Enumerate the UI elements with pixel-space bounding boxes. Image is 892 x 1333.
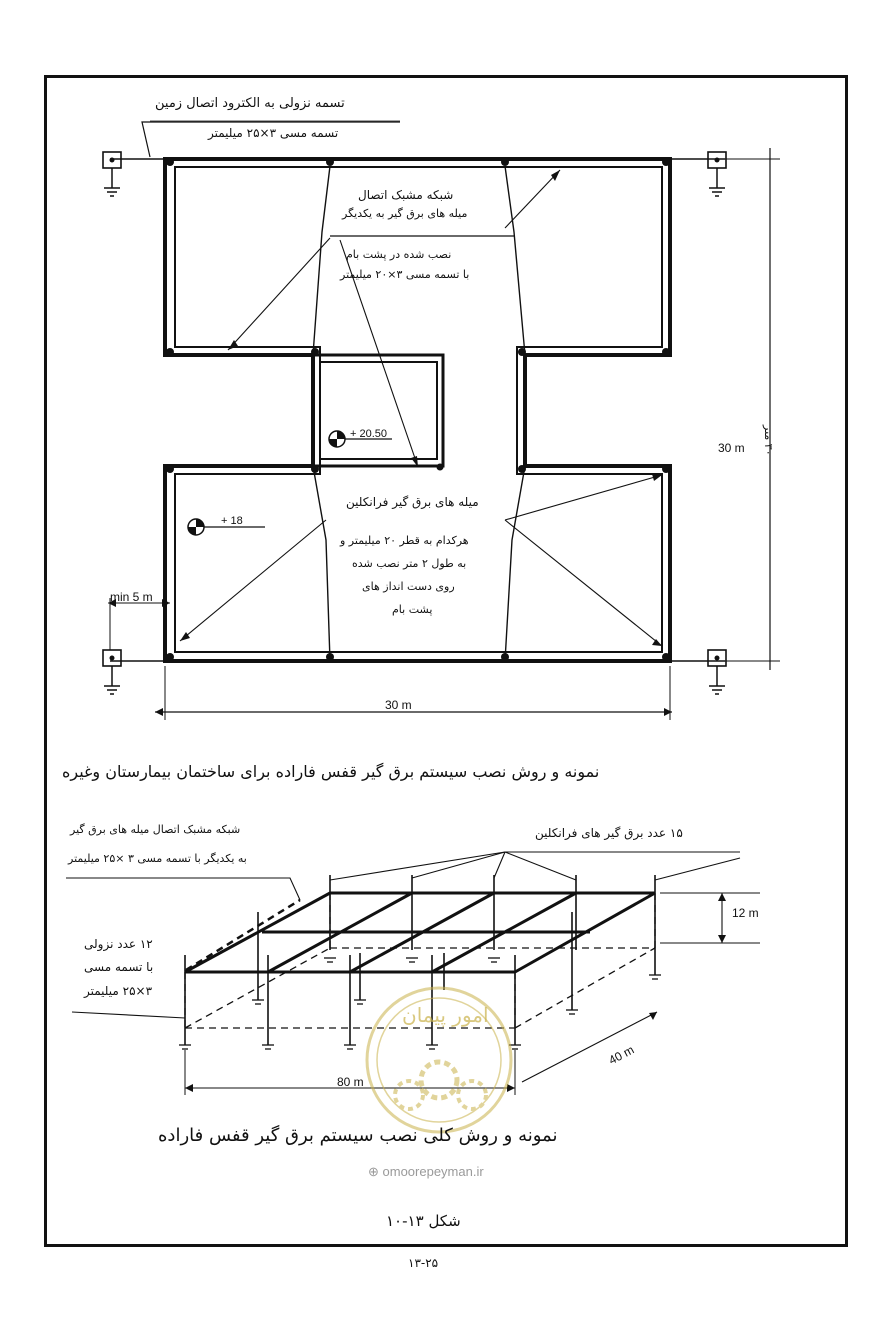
- label-min-distance: min 5 m: [110, 590, 153, 604]
- label-installed-line2: با تسمه مسی ۳×۲۰ میلیمتر: [340, 268, 470, 281]
- elevation-high: + 20.50: [350, 428, 388, 440]
- label-each-line1: هرکدام به قطر ۲۰ میلیمتر و: [340, 534, 469, 547]
- watermark-text: ⊕ omoorepeyman.ir: [368, 1164, 484, 1179]
- iso-label-rods: ۱۵ عدد برق گیر های فرانکلین: [535, 826, 683, 840]
- watermark-url: omoorepeyman.ir: [382, 1164, 484, 1179]
- caption-iso: نمونه و روش کلی نصب سیستم برق گیر قفس فاراده: [158, 1125, 558, 1146]
- label-franklin: میله های برق گیر فرانکلین: [346, 495, 479, 509]
- label-each-line3: روی دست انداز های: [362, 580, 455, 593]
- watermark-logo-text: امور پیمان: [402, 1003, 489, 1027]
- iso-label-length: 80 m: [337, 1075, 364, 1089]
- label-mesh-line1: شبکه مشبک اتصال: [358, 188, 454, 202]
- figure-label: شکل ۱۳-۱۰: [386, 1212, 461, 1230]
- iso-label-height: 12 m: [732, 906, 759, 920]
- label-plan-height: 30 m: [718, 441, 745, 455]
- label-down-conductor: تسمه نزولی به الکترود اتصال زمین: [155, 96, 345, 111]
- label-installed-line1: نصب شده در پشت بام: [346, 248, 452, 261]
- page-number: ۱۳-۲۵: [408, 1256, 439, 1270]
- label-each-line2: به طول ۲ متر نصب شده: [352, 557, 467, 570]
- elevation-low: + 18: [221, 515, 243, 527]
- label-plan-height-word: ۳۰ متر: [762, 425, 775, 456]
- label-mesh-line2: میله های برق گیر به یکدیگر: [342, 207, 468, 220]
- caption-plan: نمونه و روش نصب سیستم برق گیر قفس فاراده برای ساختمان بیمارستان وغیره: [62, 762, 600, 781]
- label-strip-size: تسمه مسی ۳×۲۵ میلیمتر: [208, 126, 339, 140]
- iso-label-down-line1: ۱۲ عدد نزولی: [84, 937, 153, 951]
- iso-label-down-line3: ۳×۲۵ میلیمتر: [84, 984, 153, 998]
- iso-label-mesh-line2: به یکدیگر با تسمه مسی ۳ ×۲۵ میلیمتر: [68, 852, 247, 865]
- label-plan-width: 30 m: [385, 698, 412, 712]
- label-each-line4: پشت بام: [392, 603, 433, 616]
- iso-label-down-line2: با تسمه مسی: [84, 960, 154, 974]
- iso-label-mesh-line1: شبکه مشبک اتصال میله های برق گیر: [70, 823, 241, 836]
- iso-label-depth: 40 m: [606, 1042, 637, 1068]
